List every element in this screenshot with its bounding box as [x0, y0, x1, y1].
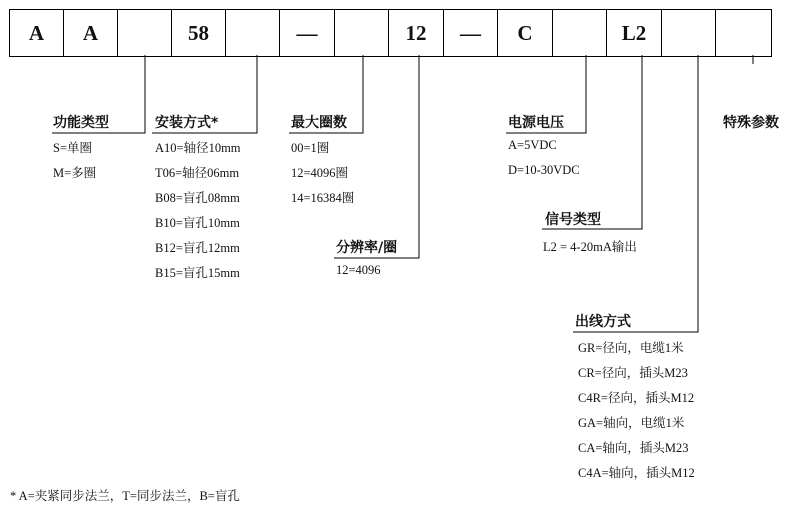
signal-type-item: L2 = 4-20mA输出	[543, 240, 637, 254]
resolution-title: 分辨率/圈	[336, 240, 398, 256]
connector-outlet	[573, 55, 698, 332]
max-turns-item: 00=1圈	[291, 141, 330, 155]
code-box-12: L2	[607, 10, 662, 56]
resolution-item: 12=4096	[336, 263, 381, 277]
function-type-item: S=单圈	[53, 141, 93, 155]
mounting-title: 安装方式*	[155, 115, 219, 131]
function-type-title: 功能类型	[53, 115, 109, 131]
outlet-item: GR=径向，电缆1米	[578, 341, 684, 355]
mounting-item: B08=盲孔08mm	[155, 191, 240, 205]
code-box-2: A	[64, 10, 118, 56]
special-params-title: 特殊参数	[723, 115, 779, 131]
connector-resolution	[334, 55, 419, 258]
mounting-item: T06=轴径06mm	[155, 166, 240, 180]
code-box-1: A	[10, 10, 64, 56]
footnote: * A=夹紧同步法兰，T=同步法兰，B=盲孔	[10, 489, 240, 503]
outlet-item: GA=轴向，电缆1米	[578, 416, 685, 430]
supply-voltage-item: D=10-30VDC	[508, 163, 580, 177]
signal-type-title: 信号类型	[545, 212, 601, 228]
outlet-title: 出线方式	[575, 314, 631, 330]
supply-voltage-title: 电源电压	[508, 115, 564, 131]
max-turns-item: 12=4096圈	[291, 166, 349, 180]
code-box-6: —	[280, 10, 335, 56]
mounting-item: A10=轴径10mm	[155, 141, 241, 155]
mounting-item: B12=盲孔12mm	[155, 241, 240, 255]
outlet-item: CR=径向，插头M23	[578, 366, 688, 380]
outlet-item: C4R=径向，插头M12	[578, 391, 695, 405]
supply-voltage-item: A=5VDC	[508, 138, 557, 152]
outlet-item: CA=轴向，插头M23	[578, 441, 689, 455]
max-turns-item: 14=16384圈	[291, 191, 355, 205]
mounting-item: B15=盲孔15mm	[155, 266, 240, 280]
code-box-10: C	[498, 10, 553, 56]
max-turns-title: 最大圈数	[291, 115, 347, 131]
code-box-9: —	[444, 10, 498, 56]
function-type-item: M=多圈	[53, 166, 97, 180]
code-box-4: 58	[172, 10, 226, 56]
mounting-item: B10=盲孔10mm	[155, 216, 240, 230]
code-box-8: 12	[389, 10, 444, 56]
connector-signal-type	[542, 55, 642, 229]
outlet-item: C4A=轴向，插头M12	[578, 466, 695, 480]
